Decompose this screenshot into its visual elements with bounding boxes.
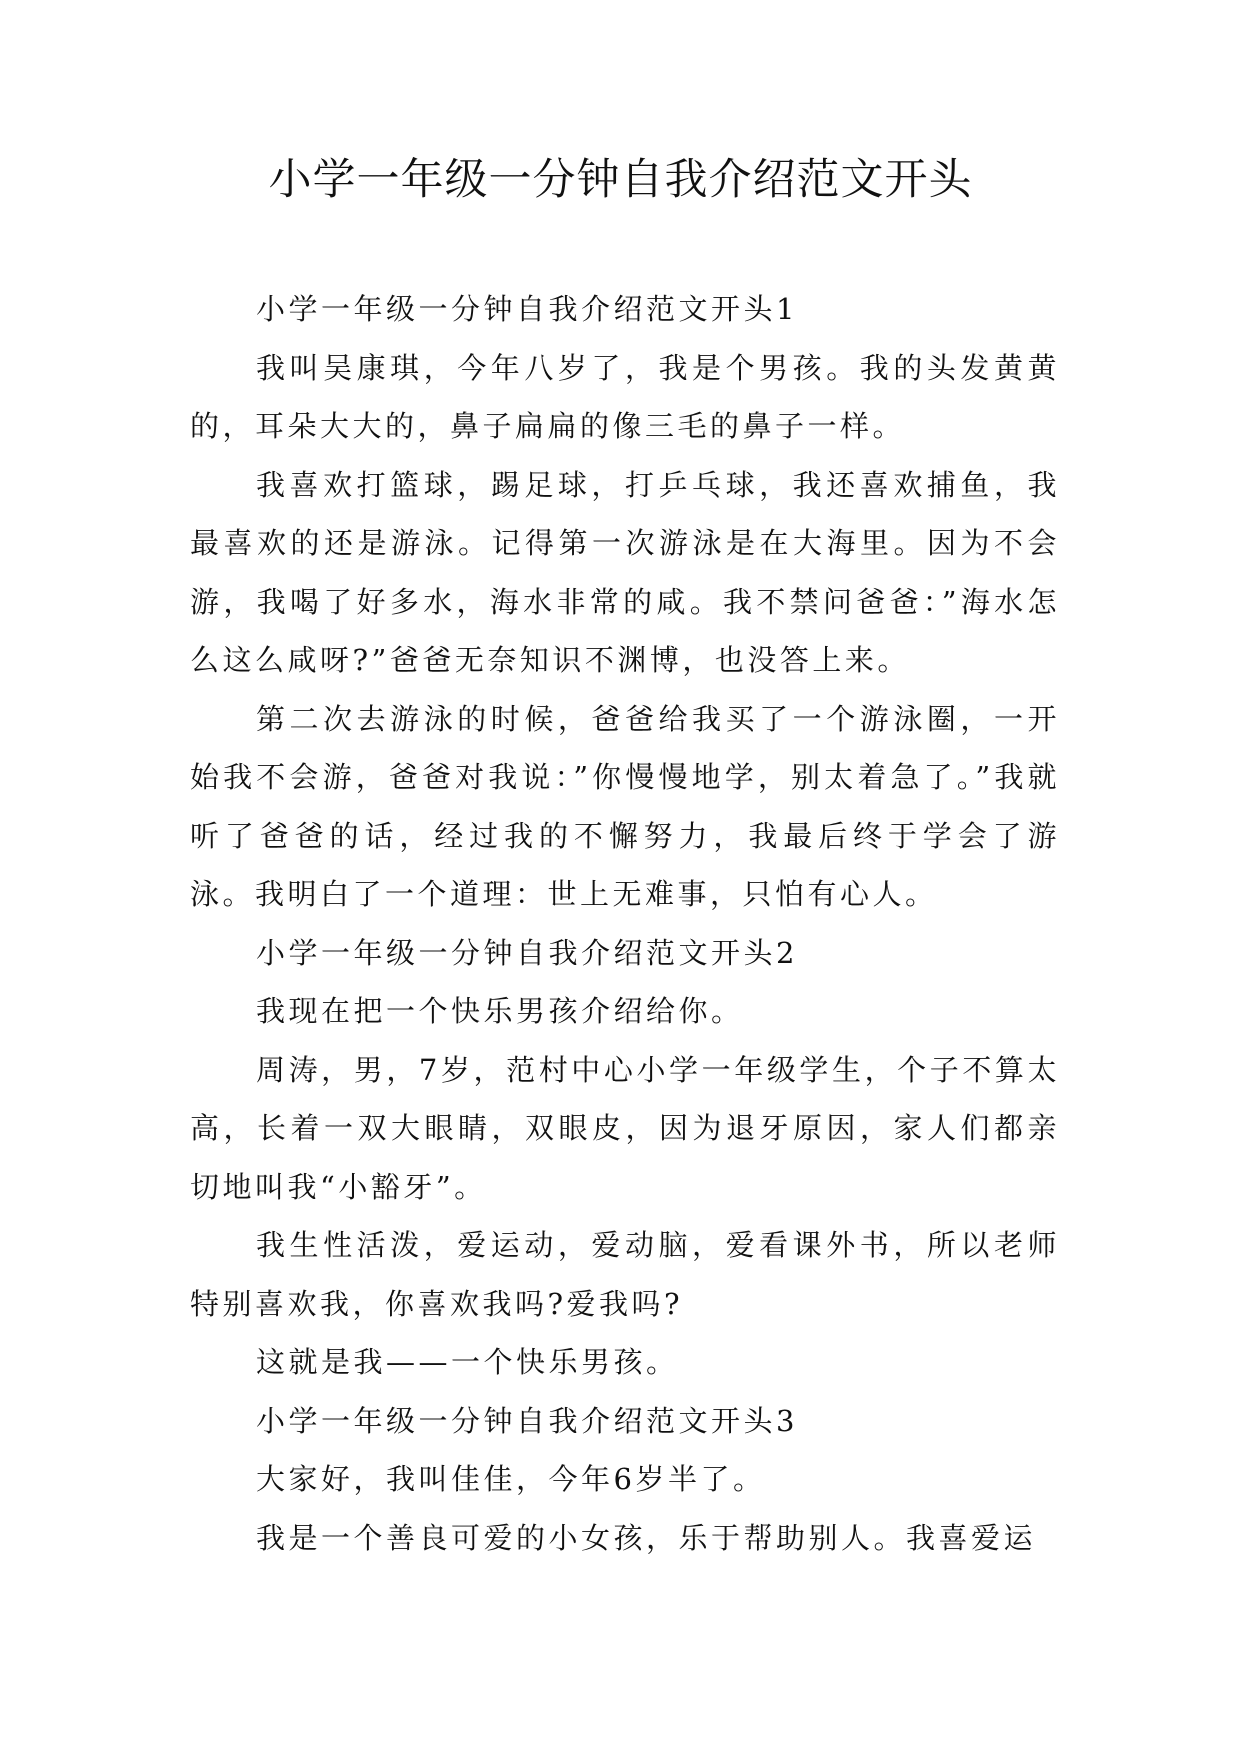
section-heading-3: 小学一年级一分钟自我介绍范文开头3 bbox=[256, 1403, 798, 1438]
paragraph: 我生性活泼，爱运动，爱动脑，爱看课外书，所以老师特别喜欢我，你喜欢我吗?爱我吗? bbox=[190, 1228, 1060, 1321]
paragraph: 这就是我——一个快乐男孩。 bbox=[256, 1345, 679, 1379]
paragraph: 我喜欢打篮球，踢足球，打乒乓球，我还喜欢捕鱼，我最喜欢的还是游泳。记得第一次游泳是在大海里。因为不会游，我喝了好多水，海水非常的咸。我不禁问爸爸：”海水怎么这么咸呀?”爸爸无奈知识不渊博，也没答上来。 bbox=[190, 467, 1060, 677]
paragraph: 我叫吴康琪，今年八岁了，我是个男孩。我的头发黄黄的，耳朵大大的，鼻子扁扁的像三毛的鼻子一样。 bbox=[190, 350, 1060, 443]
document-body bbox=[190, 280, 1060, 1567]
paragraph: 第二次去游泳的时候，爸爸给我买了一个游泳圈，一开始我不会游，爸爸对我说：”你慢慢地学，别太着急了。”我就听了爸爸的话，经过我的不懈努力，我最后终于学会了游泳。我明白了一个道理：世上无难事，只怕有心人。 bbox=[190, 701, 1060, 911]
paragraph: 大家好，我叫佳佳，今年6岁半了。 bbox=[256, 1462, 766, 1496]
document-title: 小学一年级一分钟自我介绍范文开头 bbox=[268, 155, 973, 205]
paragraph: 我是一个善良可爱的小女孩，乐于帮助别人。我喜爱运 bbox=[256, 1520, 1037, 1555]
section-heading-2: 小学一年级一分钟自我介绍范文开头2 bbox=[256, 935, 798, 970]
section-heading-1: 小学一年级一分钟自我介绍范文开头1 bbox=[256, 292, 798, 326]
paragraph: 我现在把一个快乐男孩介绍给你。 bbox=[256, 994, 744, 1028]
paragraph: 周涛，男，7岁，范村中心小学一年级学生，个子不算太高，长着一双大眼睛，双眼皮，因为退牙原因，家人们都亲切地叫我“小豁牙”。 bbox=[190, 1052, 1060, 1204]
